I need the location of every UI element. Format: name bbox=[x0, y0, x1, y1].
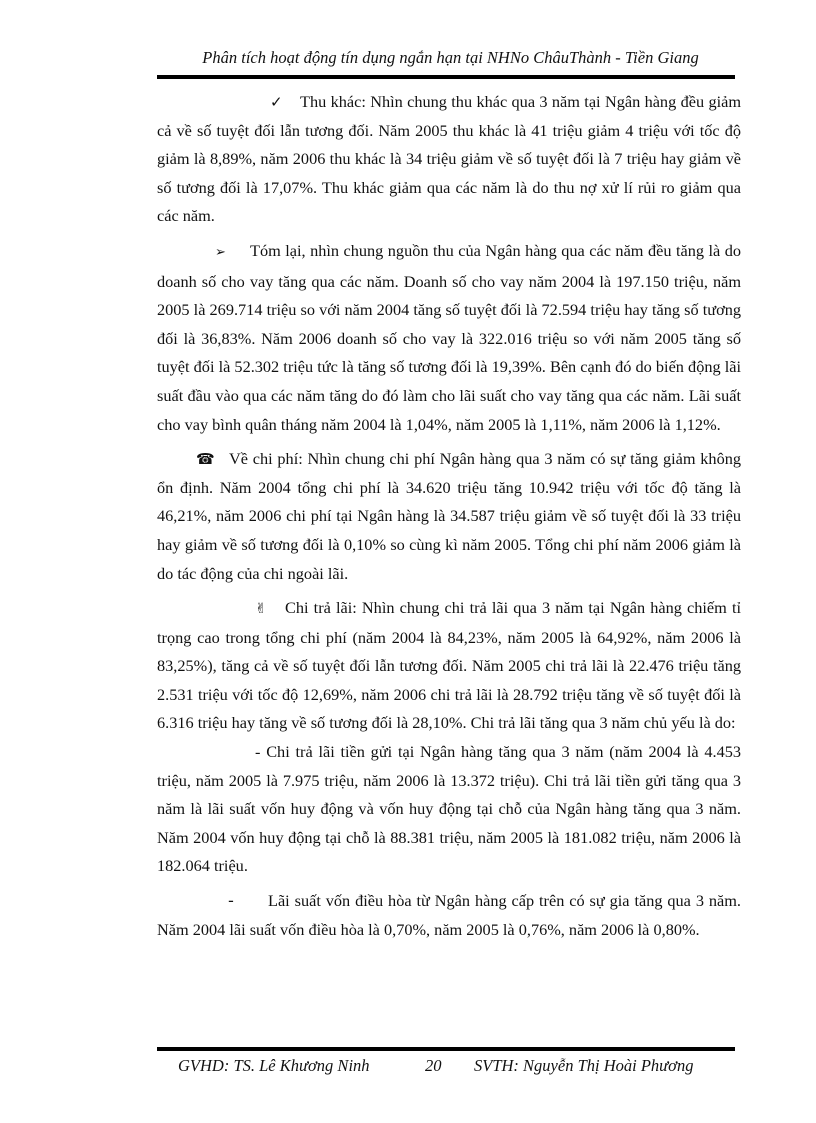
paragraph-text: Chi trả lãi: Nhìn chung chi trả lãi qua 3 năm tại Ngân hàng chiếm tỉ trọng cao trong tổng chi phí (năm 2004 là 84,23%, năm 2005 là 64,92%, năm 2006 là 83,25%), tăng cả về số tuyệt đối lẫn tương đối. Năm 2005 chi trả lãi là 22.476 triệu tăng 2.531 triệu với tốc độ 12,69%, năm 2006 chi trả lãi là 28.792 triệu tăng về số tuyệt đối là 6.316 triệu hay tăng về số tương đối là 28,10%. Chi trả lãi tăng qua 3 năm chủ yếu là do: bbox=[157, 598, 741, 733]
footer-page-number: 20 bbox=[425, 1056, 442, 1075]
telephone-icon: ☎ bbox=[196, 450, 215, 469]
paragraph-lai-suat-dieu-hoa bbox=[157, 887, 741, 944]
paragraph-thu-khac bbox=[157, 88, 741, 231]
header-rule bbox=[157, 75, 735, 79]
paragraph-text: Tóm lại, nhìn chung nguồn thu của Ngân hàng qua các năm đều tăng là do doanh số cho vay tăng qua các năm. Doanh số cho vay năm 2004 là 197.150 triệu, năm 2005 là 269.714 triệu so với năm 2004 tăng số tuyệt đối là 72.594 triệu hay tăng số tương đối là 36,83%. Năm 2006 doanh số cho vay là 322.016 triệu so với năm 2005 tăng số tuyệt đối là 52.302 triệu tức là tăng số tương đối là 19,39%. Bên cạnh đó do biến động lãi suất đầu vào qua các năm tăng do đó làm cho lãi suất cho vay tăng qua các năm. Lãi suất cho vay bình quân tháng năm 2004 là 1,04%, năm 2005 là 1,11%, năm 2006 là 1,12%. bbox=[157, 240, 741, 434]
arrow-bullet-icon: ➢ bbox=[215, 244, 226, 260]
dash-bullet: - bbox=[228, 891, 234, 911]
footer-student: SVTH: Nguyễn Thị Hoài Phương bbox=[474, 1056, 694, 1075]
victory-hand-icon: ✌ bbox=[255, 601, 267, 618]
page-header-title: Phân tích hoạt động tín dụng ngắn hạn tại NHNo ChâuThành - Tiền Giang bbox=[202, 48, 699, 67]
page-body bbox=[157, 88, 741, 944]
check-mark-icon: ✓ bbox=[270, 93, 283, 111]
paragraph-text: Thu khác: Nhìn chung thu khác qua 3 năm tại Ngân hàng đều giảm cả về số tuyệt đối lẫn tương đối. Năm 2005 thu khác là 41 triệu giảm 4 triệu với tốc độ giảm là 8,89%, năm 2006 thu khác là 34 triệu giảm về số tuyệt đối là 7 triệu hay giảm về số tương đối là 17,07%. Thu khác giảm qua các năm là do thu nợ xử lí rủi ro giảm qua các năm. bbox=[157, 92, 741, 226]
paragraph-chi-phi bbox=[157, 445, 741, 588]
paragraph-lai-tien-gui bbox=[157, 738, 741, 881]
paragraph-text: Về chi phí: Nhìn chung chi phí Ngân hàng qua 3 năm có sự tăng giảm không ổn định. Năm 2004 tổng chi phí là 34.620 triệu tăng 10.942 triệu với tốc độ tăng là 46,21%, năm 2006 chi phí tại Ngân hàng là 34.587 triệu giảm về số tuyệt đối là 33 triệu hay giảm về số tương đối là 0,10% so cùng kì năm 2005. Tổng chi phí năm 2006 giảm là do tác động của chi ngoài lãi. bbox=[157, 449, 741, 583]
footer-rule bbox=[157, 1047, 735, 1051]
paragraph-text: Lãi suất vốn điều hòa từ Ngân hàng cấp trên có sự gia tăng qua 3 năm. Năm 2004 lãi suất vốn điều hòa là 0,70%, năm 2005 là 0,76%, năm 2006 là 0,80%. bbox=[157, 891, 741, 939]
paragraph-text: - Chi trả lãi tiền gửi tại Ngân hàng tăng qua 3 năm (năm 2004 là 4.453 triệu, năm 2005 là 7.975 triệu, năm 2006 là 13.372 triệu). Chi trả lãi tiền gửi tăng qua 3 năm là lãi suất vốn huy động và vốn huy động tại chỗ của Ngân hàng tăng qua 3 năm. Năm 2004 vốn huy động tại chỗ là 88.381 triệu, năm 2005 là 181.082 triệu, năm 2006 là 182.064 triệu. bbox=[157, 742, 741, 876]
paragraph-chi-tra-lai bbox=[157, 594, 741, 738]
footer-advisor: GVHD: TS. Lê Khương Ninh bbox=[178, 1056, 370, 1075]
paragraph-tom-lai bbox=[157, 237, 741, 439]
